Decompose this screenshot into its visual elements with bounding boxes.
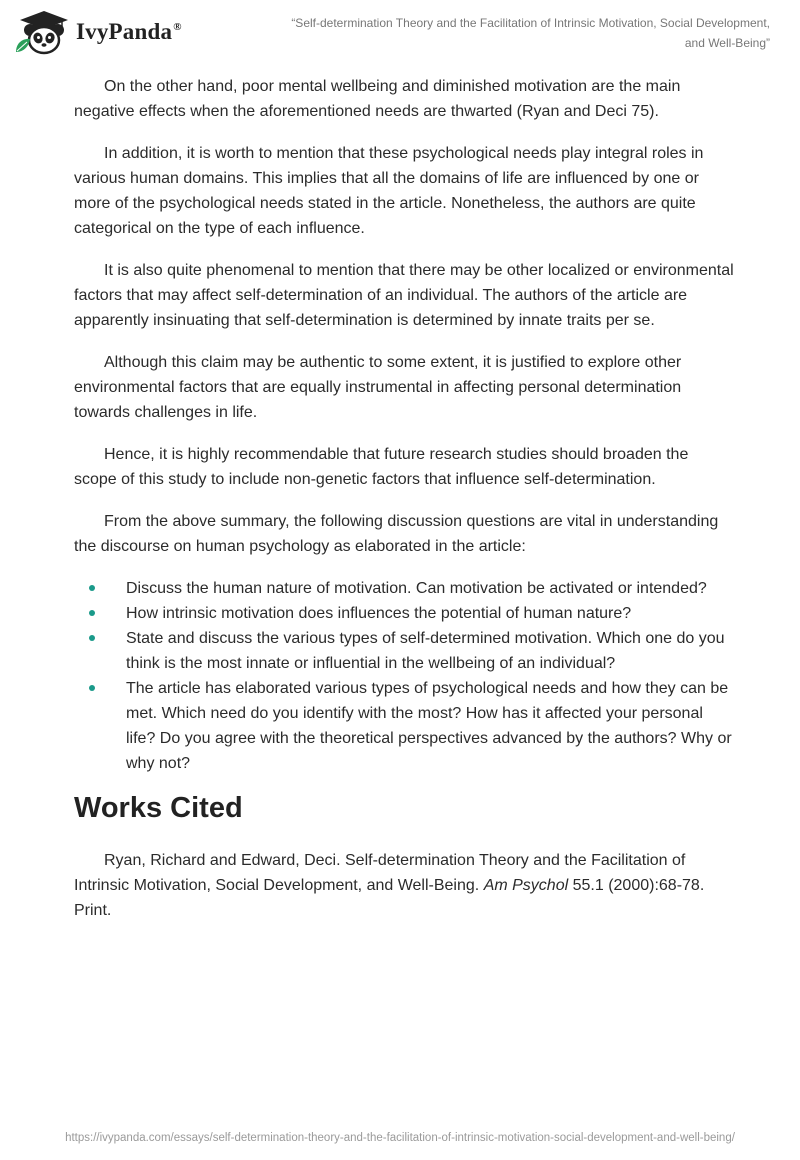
journal-title: Am Psychol <box>483 877 569 894</box>
ivypanda-logo[interactable] <box>14 8 214 56</box>
paragraph: Hence, it is highly recommendable that future research studies should broaden the scope of this study to include non-genetic factors that influence self-determination. <box>74 446 689 488</box>
panda-graduate-icon <box>14 8 70 56</box>
list-item <box>74 601 734 626</box>
paragraph: From the above summary, the following discussion questions are vital in understanding the discourse on human psychology as elaborated in the article: <box>74 513 719 555</box>
essay-body <box>74 74 734 923</box>
paragraph: In addition, it is worth to mention that these psychological needs play integral roles in various human domains. This implies that all the domains of life are influenced by one or more of the psychological needs stated in the article. Nonetheless, the authors are quite categorical on the type of each influence. <box>74 145 704 237</box>
works-cited-heading: Works Cited <box>74 792 243 824</box>
bullet-icon <box>89 635 95 641</box>
list-item-text: How intrinsic motivation does influences the potential of human nature? <box>126 605 632 622</box>
bullet-icon <box>89 685 95 691</box>
paragraph: On the other hand, poor mental wellbeing and diminished motivation are the main negative effects when the aforementioned needs are thwarted (Ryan and Deci 75). <box>74 78 681 120</box>
page-url-footer[interactable]: https://ivypanda.com/essays/self-determination-theory-and-the-facilitation-of-intrinsic-motivation-social-development-and-well-being/ <box>65 1132 735 1144</box>
page-header <box>0 0 800 70</box>
list-item-text: The article has elaborated various types of psychological needs and how they can be met. Which need do you identify with the most? How has it affected your personal life? Do you agree with the theoretical perspectives advanced by the authors? Why or why not? <box>126 680 732 772</box>
list-item <box>74 576 734 601</box>
paragraph: It is also quite phenomenal to mention that there may be other localized or environmental factors that may affect self-determination of an individual. The authors of the article are apparently insinuating that self-determination is determined by innate traits per se. <box>74 262 734 329</box>
discussion-questions-list <box>74 576 734 776</box>
brand-name: IvyPanda® <box>76 19 182 44</box>
citation-entry: Ryan, Richard and Edward, Deci. Self-determination Theory and the Facilitation of Intrinsic Motivation, Social Development, and Well-Being. Am Psychol 55.1 (2000):68-78. Print. <box>74 852 705 919</box>
paragraph: Although this claim may be authentic to some extent, it is justified to explore other environmental factors that are equally instrumental in affecting personal determination towards challenges in life. <box>74 354 682 421</box>
list-item-text: Discuss the human nature of motivation. Can motivation be activated or intended? <box>126 580 707 597</box>
document-title: “Self-determination Theory and the Facilitation of Intrinsic Motivation, Social Development, and Well-Being” <box>291 16 770 50</box>
list-item-text: State and discuss the various types of self-determined motivation. Which one do you think is the most innate or influential in the wellbeing of an individual? <box>126 630 725 672</box>
bullet-icon <box>89 610 95 616</box>
list-item <box>74 676 734 776</box>
bullet-icon <box>89 585 95 591</box>
list-item <box>74 626 734 676</box>
